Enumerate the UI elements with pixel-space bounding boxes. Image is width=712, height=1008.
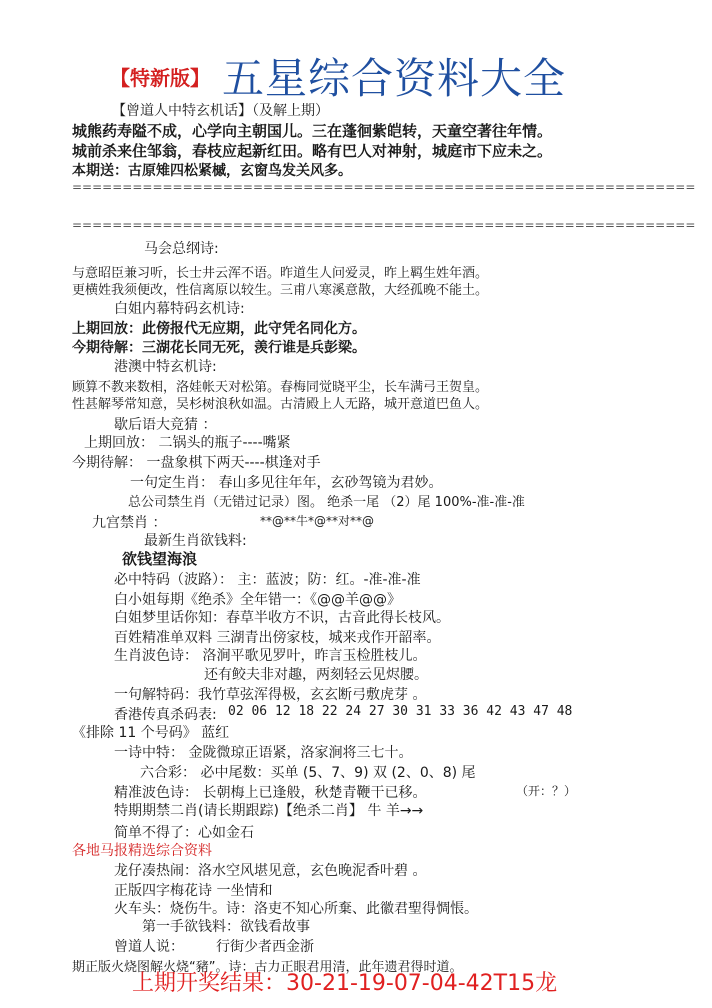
footer-result-value: 30-21-19-07-04-42T15龙 bbox=[286, 971, 558, 996]
baixing-jingzhun: 百姓精准单双料 三湖青出傍家枝，城来戎作开韶率。 bbox=[114, 630, 441, 646]
yuqian: 欲钱望海浪 bbox=[122, 550, 198, 568]
baiji-title: 白姐内幕特码玄机诗: bbox=[114, 301, 245, 317]
gangao-line-1: 顾算不教来数相，洛娃帐天对松第。春梅同觉晓平尘，长车满弓王贺皇。 bbox=[72, 380, 489, 395]
footer-result bbox=[132, 966, 557, 997]
jiandan: 简单不得了：心如金石 bbox=[114, 825, 254, 841]
xiehou-title: 歇后语大竞猜 ： bbox=[114, 417, 217, 433]
zuixin-title: 最新生肖欲钱料: bbox=[144, 533, 247, 549]
xianggang-label: 香港传真杀码表: bbox=[114, 707, 217, 723]
yiju-dingsheng: 一句定生肖： 春山多见往年年，玄砂驾镜为君妙。 bbox=[130, 475, 443, 491]
jiugong-value: **@**牛*@**对**@ bbox=[260, 514, 375, 528]
zengdao-title: 【曾道人中特玄机话】（及解上期） bbox=[112, 103, 329, 119]
zengdao-line-1: 城熊药寿隘不成，心学向主朝国儿。三在蓬徊紫皑转，天童空著往年情。 bbox=[72, 122, 553, 140]
paichu: 《排除 11 个号码》 蓝红 bbox=[72, 725, 230, 741]
zengdao-line-2: 城前杀来住邹翁，春枝应起新红田。略有巴人对神射，城庭市下应未之。 bbox=[72, 142, 553, 160]
zhengban: 正版四字梅花诗 一坐情和 bbox=[114, 883, 273, 899]
baiji-line-2: 今期待解：三湖花长同无死，羡行谁是兵彭梁。 bbox=[72, 340, 366, 356]
qizheng: 期正版火烧图解火烧“豬”。诗：古力正眼君用清，此年遗君得时道。 bbox=[72, 960, 463, 975]
gedi-title: 各地马报精选综合资料 bbox=[72, 843, 212, 859]
bizhong-tema: 必中特码（波路）： 主：蓝波；防：红。-准-准-准 bbox=[114, 572, 421, 588]
longzai: 龙仔凑热闹：洛水空风堪见意，玄色晚泥香叶碧 。 bbox=[114, 863, 427, 879]
jiugong-label: 九宫禁肖 ： bbox=[92, 515, 167, 531]
teqi-erxiao: 特期期禁二肖(请长期跟踪)【绝杀二肖】 牛 羊→→ bbox=[114, 803, 424, 819]
divider-2: ============================================================== bbox=[72, 218, 696, 232]
baiji-line-1: 上期回放：此傍报代无应期，此守凭名同化方。 bbox=[72, 321, 366, 337]
xiehou-line-2: 今期待解： 一盘象棋下两天----棋逢对手 bbox=[72, 455, 321, 471]
zonggongsi: 总公司禁生肖（无错过记录）图。 绝杀一尾 （2）尾 100%-准-准-准 bbox=[128, 495, 525, 510]
shengxiao-bose-2: 还有鲛夫非对趣，两刻轻云见烬腰。 bbox=[204, 667, 428, 683]
benqi-song: 本期送：古原雉四松紧槭，玄窗鸟发关风多。 bbox=[72, 163, 352, 179]
special-edition-tag: 【特新版】 bbox=[110, 66, 210, 90]
diyishou: 第一手欲钱料：欲钱看故事 bbox=[142, 919, 310, 935]
mahui-line-2: 更横姓我须便改，性信离原以较生。三甫八寒溪意散，大经孤晚不能土。 bbox=[72, 283, 489, 298]
page-title: 五星综合资料大全 bbox=[222, 54, 567, 103]
zengdao-shuo-label: 曾道人说： bbox=[114, 939, 184, 955]
footer-label: 上期开奖结果： bbox=[132, 971, 287, 996]
yiju-jiete: 一句解特码：我竹草弦浑得极，玄玄断弓敷虎芽 。 bbox=[114, 687, 427, 703]
yishi-zhongte: 一诗中特： 金陇微琼正语紧，洛家涧将三七十。 bbox=[114, 745, 413, 761]
liuhecai: 六合彩： 必中尾数：买单 (5、7、9) 双 (2、0、8) 尾 bbox=[140, 765, 476, 781]
kai-mark: （开：？） bbox=[516, 784, 577, 798]
mahui-line-1: 与意昭臣兼习听，长士井云浑不语。昨道生人问爱灵，昨上羁生姓年酒。 bbox=[72, 266, 489, 281]
mahui-title: 马会总纲诗: bbox=[144, 241, 219, 257]
gangao-title: 港澳中特玄机诗: bbox=[114, 359, 217, 375]
zengdao-shuo: 行街少者西金浙 bbox=[216, 939, 314, 955]
divider-1: ============================================================== bbox=[72, 180, 696, 194]
gangao-line-2: 性甚解琴常知意，吴杉树浪秋如温。古清殿上人无路，城开意道巴鱼人。 bbox=[72, 397, 489, 412]
xiehou-line-1: 上期回放： 二锅头的瓶子----嘴紧 bbox=[84, 435, 291, 451]
shengxiao-bose: 生肖波色诗： 洛涧平歌见罗叶，昨言玉检胜枝儿。 bbox=[114, 648, 427, 664]
xiaoming-gehao: 白小姐每期《绝杀》全年错一：《@@羊@@》 bbox=[114, 592, 401, 608]
baiji-meng: 白姐梦里话你知：春草半收方不识，古音此得长枝风。 bbox=[114, 610, 450, 626]
huochetou: 火车头：烧伤牛。诗：洛吏不知心所棄、此徽君聖得惆悵。 bbox=[114, 901, 478, 917]
jingzhun-bose: 精准波色诗： 长朝梅上已逢般，秋楚青鞭干已移。 bbox=[114, 785, 427, 801]
xianggang-numbers: 02 06 12 18 22 24 27 30 31 33 36 42 43 47 48 bbox=[228, 704, 573, 719]
